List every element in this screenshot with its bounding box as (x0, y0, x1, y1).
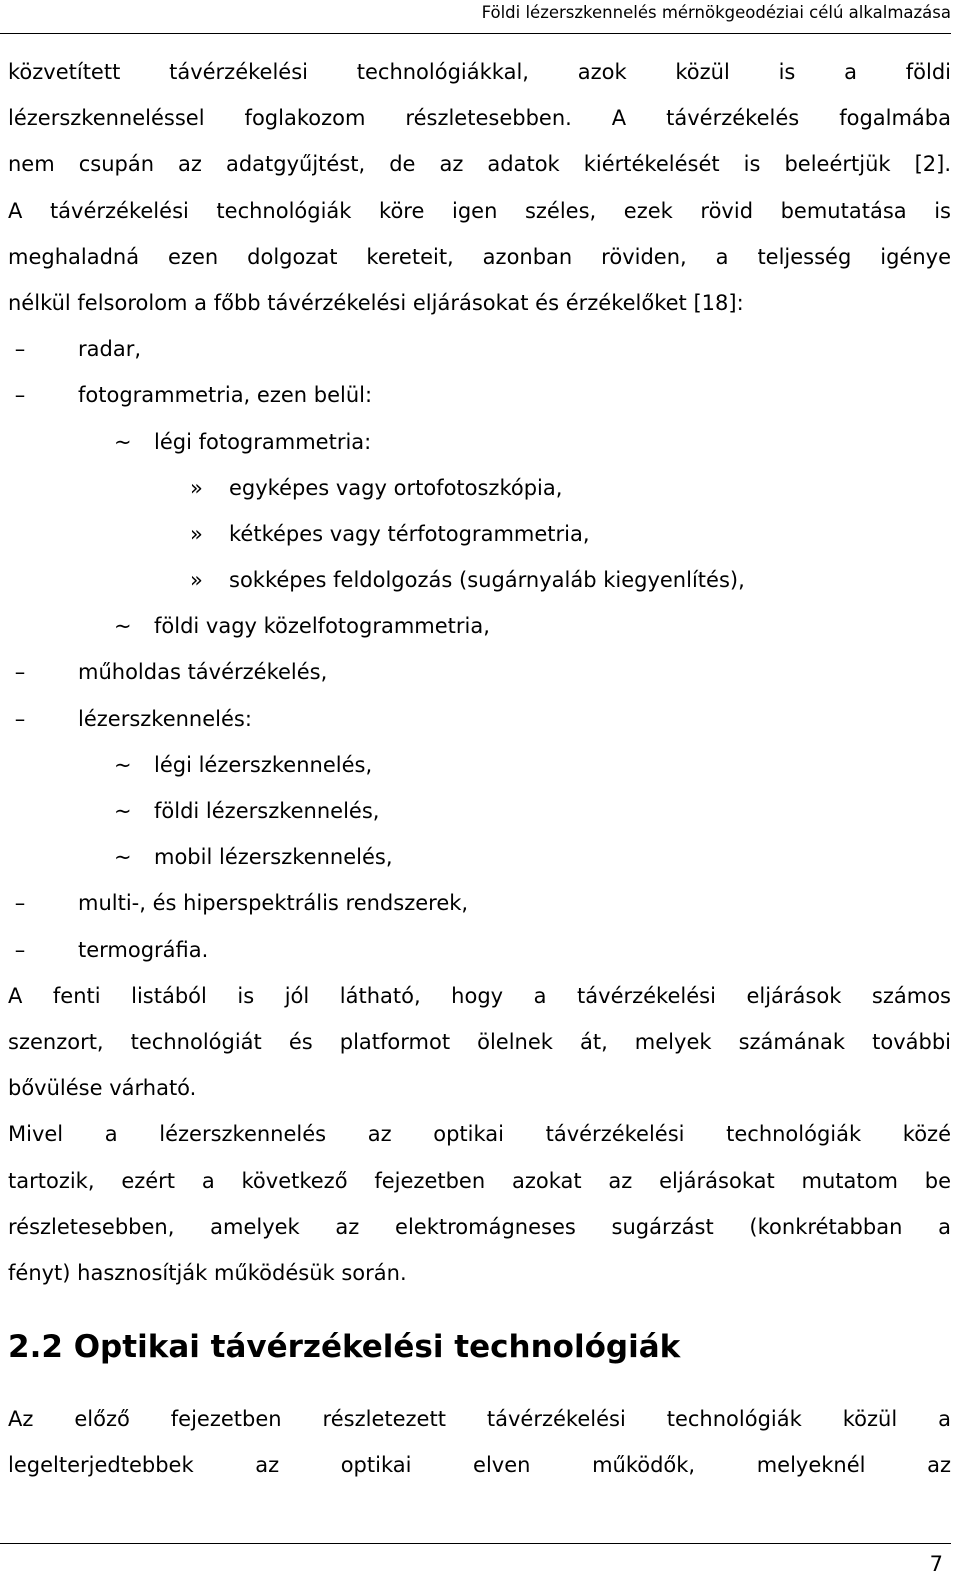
list-item-text: egyképes vagy ortofotoszkópia, (229, 475, 563, 500)
list-item (8, 696, 951, 742)
list-item-text: légi lézerszkennelés, (154, 752, 373, 777)
list-item (8, 927, 951, 973)
paragraph-intro (8, 49, 951, 326)
list-item-text: fotogrammetria, ezen belül: (78, 383, 373, 408)
paragraph-section-start (8, 1396, 951, 1488)
list-item-text: mobil lézerszkennelés, (154, 845, 393, 870)
guillemet-marker: » (190, 521, 203, 546)
page-number: 7 (929, 1552, 943, 1576)
list-item-text: földi vagy közelfotogrammetria, (154, 614, 490, 639)
list-item (8, 834, 951, 880)
text-line: legelterjedtebbek az optikai elven működők, melyeknél az (8, 1453, 951, 1478)
guillemet-marker: » (190, 475, 203, 500)
dash-marker: – (14, 937, 26, 962)
list-item (8, 603, 951, 649)
list-item-text: kétképes vagy térfotogrammetria, (229, 521, 590, 546)
list-item (8, 557, 951, 603)
text-line: A távérzékelési technológiák köre igen széles, ezek rövid bemutatása is (8, 198, 951, 223)
list-item (8, 326, 951, 372)
text-line: A fenti listából is jól látható, hogy a távérzékelési eljárások számos (8, 983, 951, 1008)
text-line: Mivel a lézerszkennelés az optikai távérzékelési technológiák közé (8, 1122, 951, 1147)
list-item-text: multi-, és hiperspektrális rendszerek, (78, 891, 469, 916)
running-title: Földi lézerszkennelés mérnökgeodéziai célú alkalmazása (481, 3, 951, 22)
list-item-text: légi fotogrammetria: (154, 429, 372, 454)
text-line: közvetített távérzékelési technológiákkal, azok közül is a földi (8, 60, 951, 84)
tilde-marker: ~ (114, 752, 132, 777)
tilde-marker: ~ (114, 429, 132, 454)
text-line: tartozik, ezért a következő fejezetben azokat az eljárásokat mutatom be (8, 1168, 951, 1193)
list-item (8, 880, 951, 926)
text-line: lézerszkenneléssel foglakozom részletesebben. A távérzékelés fogalmába (8, 106, 951, 131)
tilde-marker: ~ (114, 845, 132, 870)
list-item (8, 511, 951, 557)
list-item-text: lézerszkennelés: (78, 706, 252, 731)
dash-marker: – (14, 337, 26, 362)
page-footer (0, 1543, 951, 1584)
list-item-text: sokképes feldolgozás (sugárnyaláb kiegyenlítés), (229, 568, 745, 593)
tilde-marker: ~ (114, 799, 132, 823)
text-line: nélkül felsorolom a főbb távérzékelési eljárásokat és érzékelőket [18]: (8, 290, 744, 315)
dash-marker: – (14, 706, 26, 731)
text-line: bővülése várható. (8, 1076, 197, 1101)
dash-marker: – (14, 891, 26, 916)
list-item (8, 372, 951, 418)
list-item (8, 788, 951, 834)
list-item (8, 465, 951, 511)
dash-marker: – (14, 383, 26, 408)
tilde-marker: ~ (114, 614, 132, 639)
guillemet-marker: » (190, 568, 203, 593)
section-heading: 2.2 Optikai távérzékelési technológiák (8, 1329, 681, 1366)
list-item-text: földi lézerszkennelés, (154, 799, 380, 823)
text-line: részletesebben, amelyek az elektromágneses sugárzást (konkrétabban a (8, 1214, 951, 1239)
text-line: nem csupán az adatgyűjtést, de az adatok kiértékelését is beleértjük [2]. (8, 152, 951, 177)
text-line: Az előző fejezetben részletezett távérzékelési technológiák közül a (8, 1407, 951, 1432)
paragraph-summary (8, 973, 951, 1112)
text-line: fényt) hasznosítják működésük során. (8, 1260, 407, 1285)
page-body (8, 49, 951, 1488)
remote-sensing-list (8, 326, 951, 973)
list-item (8, 742, 951, 788)
list-item-text: termográfia. (78, 937, 209, 962)
text-line: meghaladná ezen dolgozat kereteit, azonban röviden, a teljesség igénye (8, 244, 951, 269)
list-item-text: műholdas távérzékelés, (78, 660, 328, 685)
list-item-text: radar, (78, 337, 142, 362)
dash-marker: – (14, 660, 26, 685)
paragraph-optical (8, 1111, 951, 1296)
running-header (0, 0, 951, 34)
list-item (8, 649, 951, 695)
text-line: szenzort, technológiát és platformot ölelnek át, melyek számának további (8, 1029, 951, 1054)
list-item (8, 419, 951, 465)
